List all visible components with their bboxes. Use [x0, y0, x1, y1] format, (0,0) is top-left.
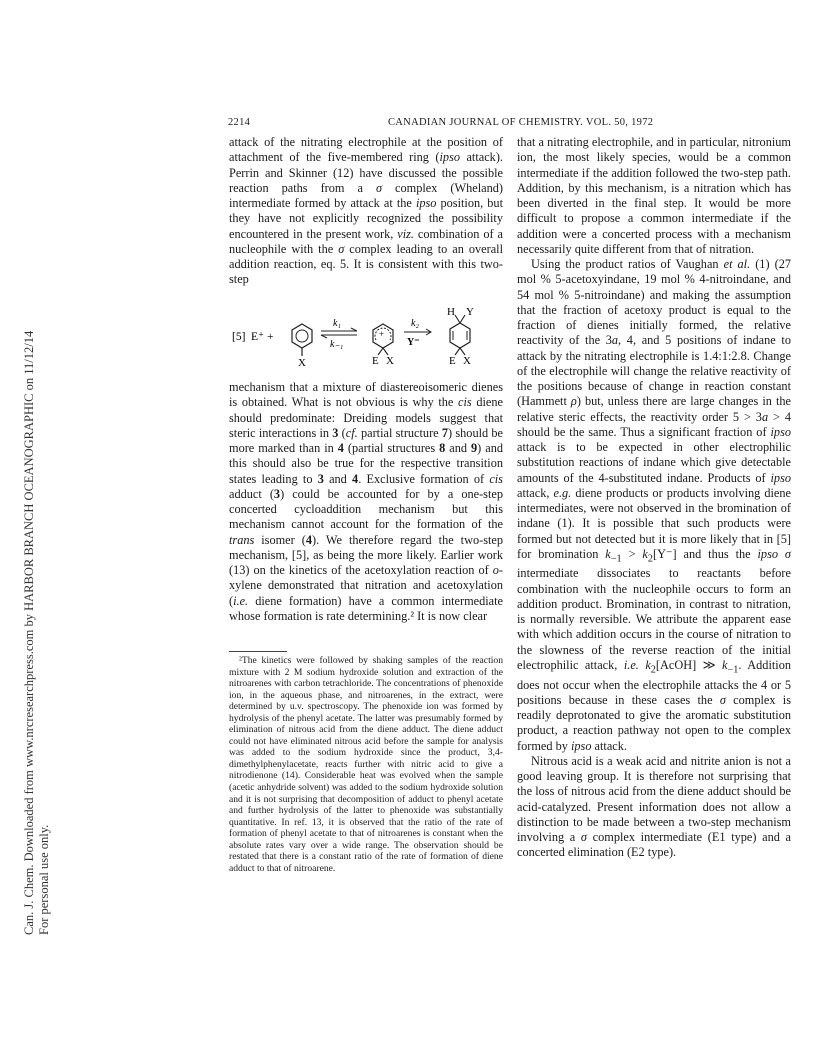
positive-charge: + — [379, 329, 385, 339]
download-notice — [22, 331, 52, 935]
equation-label: [5] — [232, 331, 246, 343]
left-column — [229, 135, 503, 288]
substituent-h: H — [447, 306, 455, 318]
equilibrium-arrows — [321, 318, 357, 350]
addition-arrow — [404, 318, 431, 348]
footnote-rule — [229, 651, 287, 652]
left-column-continued — [229, 380, 503, 624]
page-number: 2214 — [228, 117, 251, 128]
footnote-text: ²The kinetics were followed by shaking samples of the reaction mixture with 2 M sodium hydroxide solution and extraction of the nitroarenes with carbon tetrachloride. The concentrations of phenoxide ion, in the aqueous phase, and nitroarenes, in the extract, were determined by u.v. spectroscopy. The phenoxide ion was formed by hydrolysis of the phenyl acetate. The latter was presumably formed by elimination of nitrous acid from the diene adduct. The diene adduct could not have eliminated nitrous acid before the sample for analysis was added to the sodium hydroxide since the product, 3,4-dimethylphenylacetate, reacts further with nitric acid to give a nitrodienone (14). Considerable heat was evolved when the sample (acetic anhydride solvent) was added to the sodium hydroxide solution and it is not surprising that decomposition of adduct to phenyl acetate and further hydrolysis of the latter to phenoxide was substantially quantitative. In ref. 13, it is observed that the ratio of the rate of formation of phenyl acetate to that of nitroarenes is constant when the absolute rates vary over a wide range. The observation should be restated that there is a constant ratio of the rate of formation of diene adduct to that of nitroarene. — [229, 655, 503, 874]
journal-title: CANADIAN JOURNAL OF CHEMISTRY. VOL. 50, 1972 — [388, 117, 654, 128]
paragraph: Nitrous acid is a weak acid and nitrite anion is not a good leaving group. It is therefore not surprising that the loss of nitrous acid from the diene adduct should be acid-catalyzed. Present information does not allow a distinction to be made between a two-step mechanism involving a σ complex intermediate (E1 type) and a concerted elimination (E2 type). — [517, 753, 791, 860]
substituent-x: X — [386, 355, 394, 367]
running-header — [228, 117, 790, 133]
download-watermark — [0, 0, 51, 1055]
footnote — [229, 655, 503, 874]
rate-constant-k2: k₂ — [411, 318, 419, 329]
substituent-x: X — [298, 357, 306, 369]
sigma-complex — [372, 324, 394, 367]
substituent-e: E — [372, 355, 379, 367]
personal-use-notice: For personal use only. — [37, 824, 51, 935]
paragraph: attack of the nitrating electrophile at the position of attachment of the five-membered ring (ipso attack). Perrin and Skinner (12) have discussed the possible reaction paths from a σ complex (Wheland) intermediate formed by attack at the ipso position, but they have not explicitly recognized the possibility encountered in the present work, viz. combination of a nucleophile with the σ complex leading to an overall addition reaction, eq. 5. It is consistent with this two-step — [229, 135, 503, 287]
rate-constant-k-minus1: k₋₁ — [330, 339, 344, 350]
electrophile-label: E⁺ + — [251, 331, 274, 343]
benzene-ring — [292, 324, 312, 369]
substituent-x: X — [463, 355, 471, 367]
reaction-scheme — [229, 304, 503, 384]
substituent-e: E — [449, 355, 456, 367]
download-notice-line: Can. J. Chem. Downloaded from www.nrcresearchpress.com by HARBOR BRANCH OCEANOGRAPHIC on 11/12/14 — [22, 330, 36, 935]
nucleophile-label: Y⁻ — [407, 337, 420, 348]
rate-constant-k1: k₁ — [333, 318, 341, 329]
paragraph: that a nitrating electrophile, and in particular, nitronium ion, the most likely species, would be a common intermediate if the addition followed the two-step path. Addition, by this mechanism, is a nitration which has been diverted in the final step. It would be more difficult to propose a common intermediate if the addition were a concerted process with a mechanism necessarily quite different from that of nitration. — [517, 135, 791, 256]
substituent-y: Y — [466, 306, 474, 318]
paragraph: Using the product ratios of Vaughan et al. (1) (27 mol % 5-acetoxyindane, 19 mol % 4-nitroindane, and 54 mol % 5-nitroindane) and making the assumption that the fraction of acetoxy product is equal to the fraction of dienes initially formed, the relative reactivity of the 3a, 4, and 5 positions of indane to attack by the nitrating electrophile is 1.4:1:2.8. Change of the electrophile will change the relative reactivity of the positions because of change in reaction constant (Hammett ρ) but, unless there are large changes in the relative steric effects, the reactivity order 5 > 3a > 4 should be the same. Thus a significant fraction of ipso attack is to be expected in other electrophilic substitution reactions of indane which give detectable amounts of the 4-substituted indane. Products of ipso attack, e.g. diene products or products involving diene intermediates, were not observed in the bromination of indane (1). It is possible that such products were formed but not detected but it is more likely that in [5] for bromination $k_{-1} > k_2[Y^-]$ and thus the ipso σ intermediate dissociates to reactants before combination with the nucleophile occurs to form an addition product. Bromination, in contrast to nitration, is normally reversible. We attribute the apparent ease with which addition occurs in the course of nitration to the slowness of the reverse reaction of the initial electrophilic attack, i.e. $k_2[AcOH]$ ≫ $k_{-1}$. Addition does not occur when the electrophile attacks the 4 or 5 positions because in these cases the σ complex is readily deprotonated to give the aromatic substitution product, a reaction pathway not open to the complex formed by ipso attack. — [517, 257, 791, 753]
right-column — [517, 135, 791, 861]
paragraph: mechanism that a mixture of diastereoisomeric dienes is obtained. What is not obvious is why the cis diene should predominate: Dreiding models suggest that steric interactions in 3 (cf. partial structure 7) should be more marked than in 4 (partial structures 8 and 9) and this should also be true for the respective transition states leading to 3 and 4. Exclusive formation of cis adduct (3) could be accounted for by a one-step concerted cycloaddition mechanism but this mechanism cannot account for the formation of the trans isomer (4). We therefore regard the two-step mechanism, [5], as being the more likely. Earlier work (13) on the kinetics of the acetoxylation reaction of o-xylene demonstrated that nitration and acetoxylation (i.e. diene formation) have a common intermediate whose formation is rate determining.² It is now clear — [229, 380, 503, 623]
diene-adduct — [447, 306, 474, 367]
